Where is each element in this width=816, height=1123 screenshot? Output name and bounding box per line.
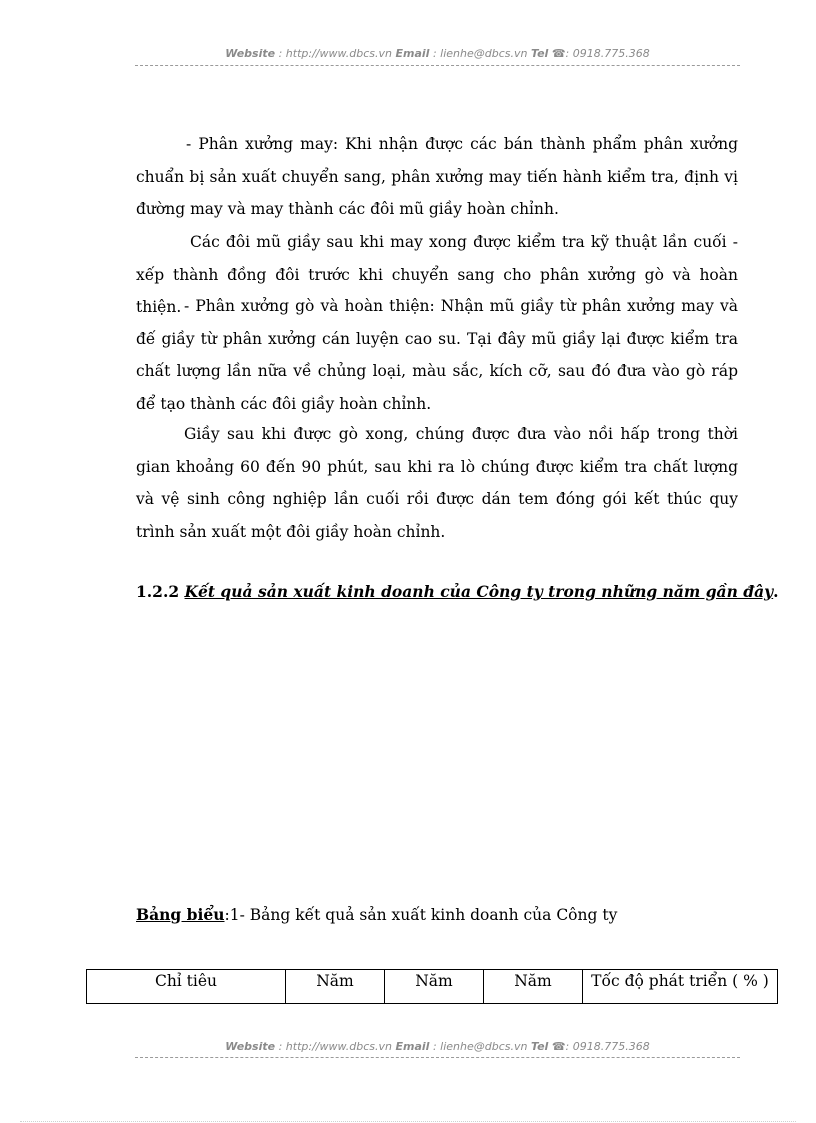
header-divider (135, 65, 740, 66)
phone-icon: ☎ (551, 1040, 566, 1053)
column-header-year-2: Năm (385, 970, 484, 1004)
paragraph-lasting-workshop: - Phân xưởng gò và hoàn thiện: Nhận mũ giầy từ phân xưởng may và đế giầy từ phân xưởng cán luyện cao su. Tại đây mũ giầy lại được kiểm tra chất lượng lần nữa về chủng loại, màu sắc, kích cỡ, sau đó đưa vào gò ráp để tạo thành các đôi giầy hoàn chỉnh. (136, 297, 738, 413)
paragraph-sewing-workshop: - Phân xưởng may: Khi nhận được các bán thành phẩm phân xưởng chuẩn bị sản xuất chuyển sang, phân xưởng may tiến hành kiểm tra, định vị đường may và may thành các đôi mũ giầy hoàn chỉnh. (136, 135, 738, 218)
tel-value: : 0918.775.368 (565, 1040, 650, 1053)
website-value: : http://www.dbcs.vn (275, 1040, 396, 1053)
footer-divider (135, 1057, 740, 1058)
section-end: . (773, 582, 779, 601)
tel-label: Tel (530, 1040, 549, 1053)
paragraph-final-process: Giầy sau khi được gò xong, chúng được đưa vào nồi hấp trong thời gian khoảng 60 đến 90 phút, sau khi ra lò chúng được kiểm tra chất lượng và vệ sinh công nghiệp lần cuối rồi được dán tem đóng gói kết thúc quy trình sản xuất một đôi giầy hoàn chỉnh. (136, 425, 738, 541)
page-header (135, 47, 740, 60)
website-label: Website (225, 1040, 276, 1053)
table-header-row (87, 970, 778, 1004)
results-table (86, 969, 778, 1004)
page-edge-divider (20, 1121, 796, 1122)
email-value: : lienhe@dbcs.vn (429, 1040, 531, 1053)
section-number: 1.2.2 (136, 582, 185, 601)
phone-icon: ☎ (551, 47, 566, 60)
section-heading (136, 582, 779, 601)
column-header-year-3: Năm (484, 970, 583, 1004)
column-header-year-1: Năm (286, 970, 385, 1004)
email-value: : lienhe@dbcs.vn (429, 47, 531, 60)
column-header-growth-rate: Tốc độ phát triển ( % ) (583, 970, 778, 1004)
page-footer (135, 1040, 740, 1053)
section-title: Kết quả sản xuất kinh doanh của Công ty trong những năm gần đây (184, 582, 774, 601)
tel-label: Tel (530, 47, 549, 60)
tel-value: : 0918.775.368 (565, 47, 650, 60)
website-label: Website (225, 47, 276, 60)
column-header-indicator: Chỉ tiêu (87, 970, 286, 1004)
caption-text: :1- Bảng kết quả sản xuất kinh doanh của Công ty (224, 906, 618, 924)
website-value: : http://www.dbcs.vn (275, 47, 396, 60)
email-label: Email (395, 47, 430, 60)
caption-label: Bảng biểu (136, 905, 225, 924)
table-caption (136, 905, 617, 924)
paragraph-sewing-inspection: Các đôi mũ giầy sau khi may xong được kiểm tra kỹ thuật lần cuối - xếp thành đồng đôi trước khi chuyển sang cho phân xưởng gò và hoàn thiện. (136, 233, 738, 316)
email-label: Email (395, 1040, 430, 1053)
